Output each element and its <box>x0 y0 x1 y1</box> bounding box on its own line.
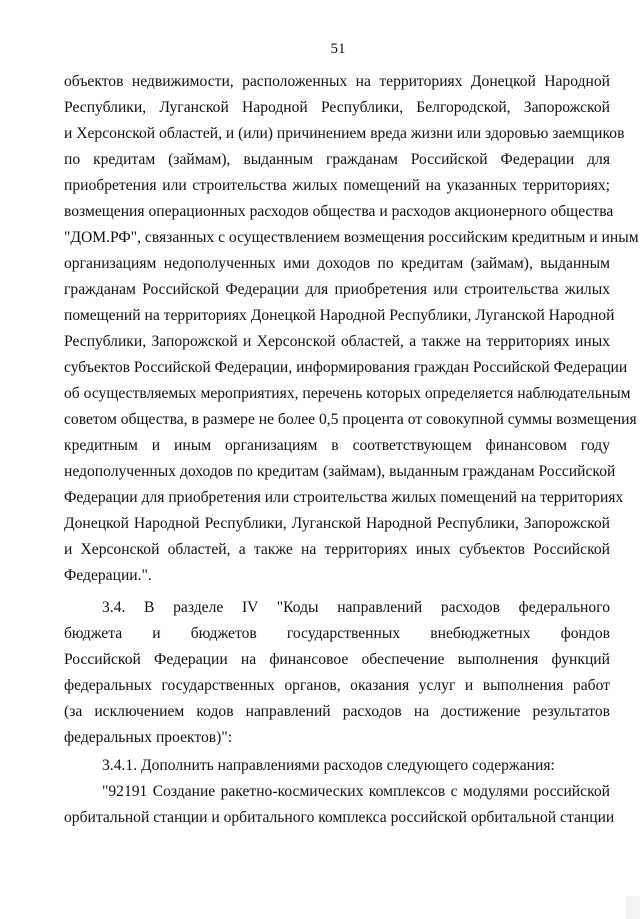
text-line: недополученных доходов по кредитам (займам), выданным гражданам Российской <box>64 463 616 480</box>
text-line: Российской Федерации на финансовое обеспечение выполнения функций <box>64 651 610 668</box>
text-line: "ДОМ.РФ", связанных с осуществлением возмещения российским кредитным и иным <box>64 229 639 246</box>
text-line: (за исключением кодов направлений расходов на достижение результатов <box>64 703 610 720</box>
text-line: советом общества, в размере не более 0,5 процента от совокупной суммы возмещения <box>64 411 637 428</box>
text-line: 3.4. В разделе IV "Коды направлений расходов федерального <box>102 599 610 616</box>
text-line: субъектов Российской Федерации, информирования граждан Российской Федерации <box>64 359 628 376</box>
text-line: и Херсонской областей, и (или) причинением вреда жизни или здоровью заемщиков <box>64 125 625 142</box>
text-line: объектов недвижимости, расположенных на территориях Донецкой Народной <box>64 73 610 90</box>
text-line: кредитным и иным организациям в соответствующем финансовом году <box>64 437 610 454</box>
text-line: 3.4.1. Дополнить направлениями расходов следующего содержания: <box>102 757 555 774</box>
page-number: 51 <box>330 41 346 57</box>
text-line: и Херсонской областей, а также на территориях иных субъектов Российской <box>64 541 610 558</box>
text-line: гражданам Российской Федерации для приобретения или строительства жилых <box>64 281 610 298</box>
text-line: бюджета и бюджетов государственных внебюджетных фондов <box>64 625 610 642</box>
text-line: об осуществляемых мероприятиях, перечень которых определяется наблюдательным <box>64 385 631 402</box>
text-line: федеральных проектов)": <box>64 729 233 746</box>
text-line: приобретения или строительства жилых помещений на указанных территориях; <box>64 177 610 194</box>
text-line: помещений на территориях Донецкой Народной Республики, Луганской Народной <box>64 307 615 324</box>
text-line: орбитальной станции и орбитального комплекса российской орбитальной станции <box>64 809 615 826</box>
text-line: возмещения операционных расходов общества и расходов акционерного общества <box>64 203 614 220</box>
text-line: федеральных государственных органов, оказания услуг и выполнения работ <box>64 677 610 694</box>
text-line: по кредитам (займам), выданным гражданам Российской Федерации для <box>64 151 610 168</box>
text-line: "92191 Создание ракетно-космических комплексов с модулями российской <box>102 783 610 800</box>
text-line: Федерации.". <box>64 567 152 584</box>
text-line: организациям недополученных ими доходов по кредитам (займам), выданным <box>64 255 610 272</box>
text-line: Донецкой Народной Республики, Луганской Народной Республики, Запорожской <box>64 515 610 532</box>
text-line: Республики, Запорожской и Херсонской областей, а также на территориях иных <box>64 333 610 350</box>
scan-edge <box>626 896 640 919</box>
text-line: Федерации для приобретения или строительства жилых помещений на территориях <box>64 489 624 506</box>
text-line: Республики, Луганской Народной Республики, Белгородской, Запорожской <box>64 99 610 116</box>
